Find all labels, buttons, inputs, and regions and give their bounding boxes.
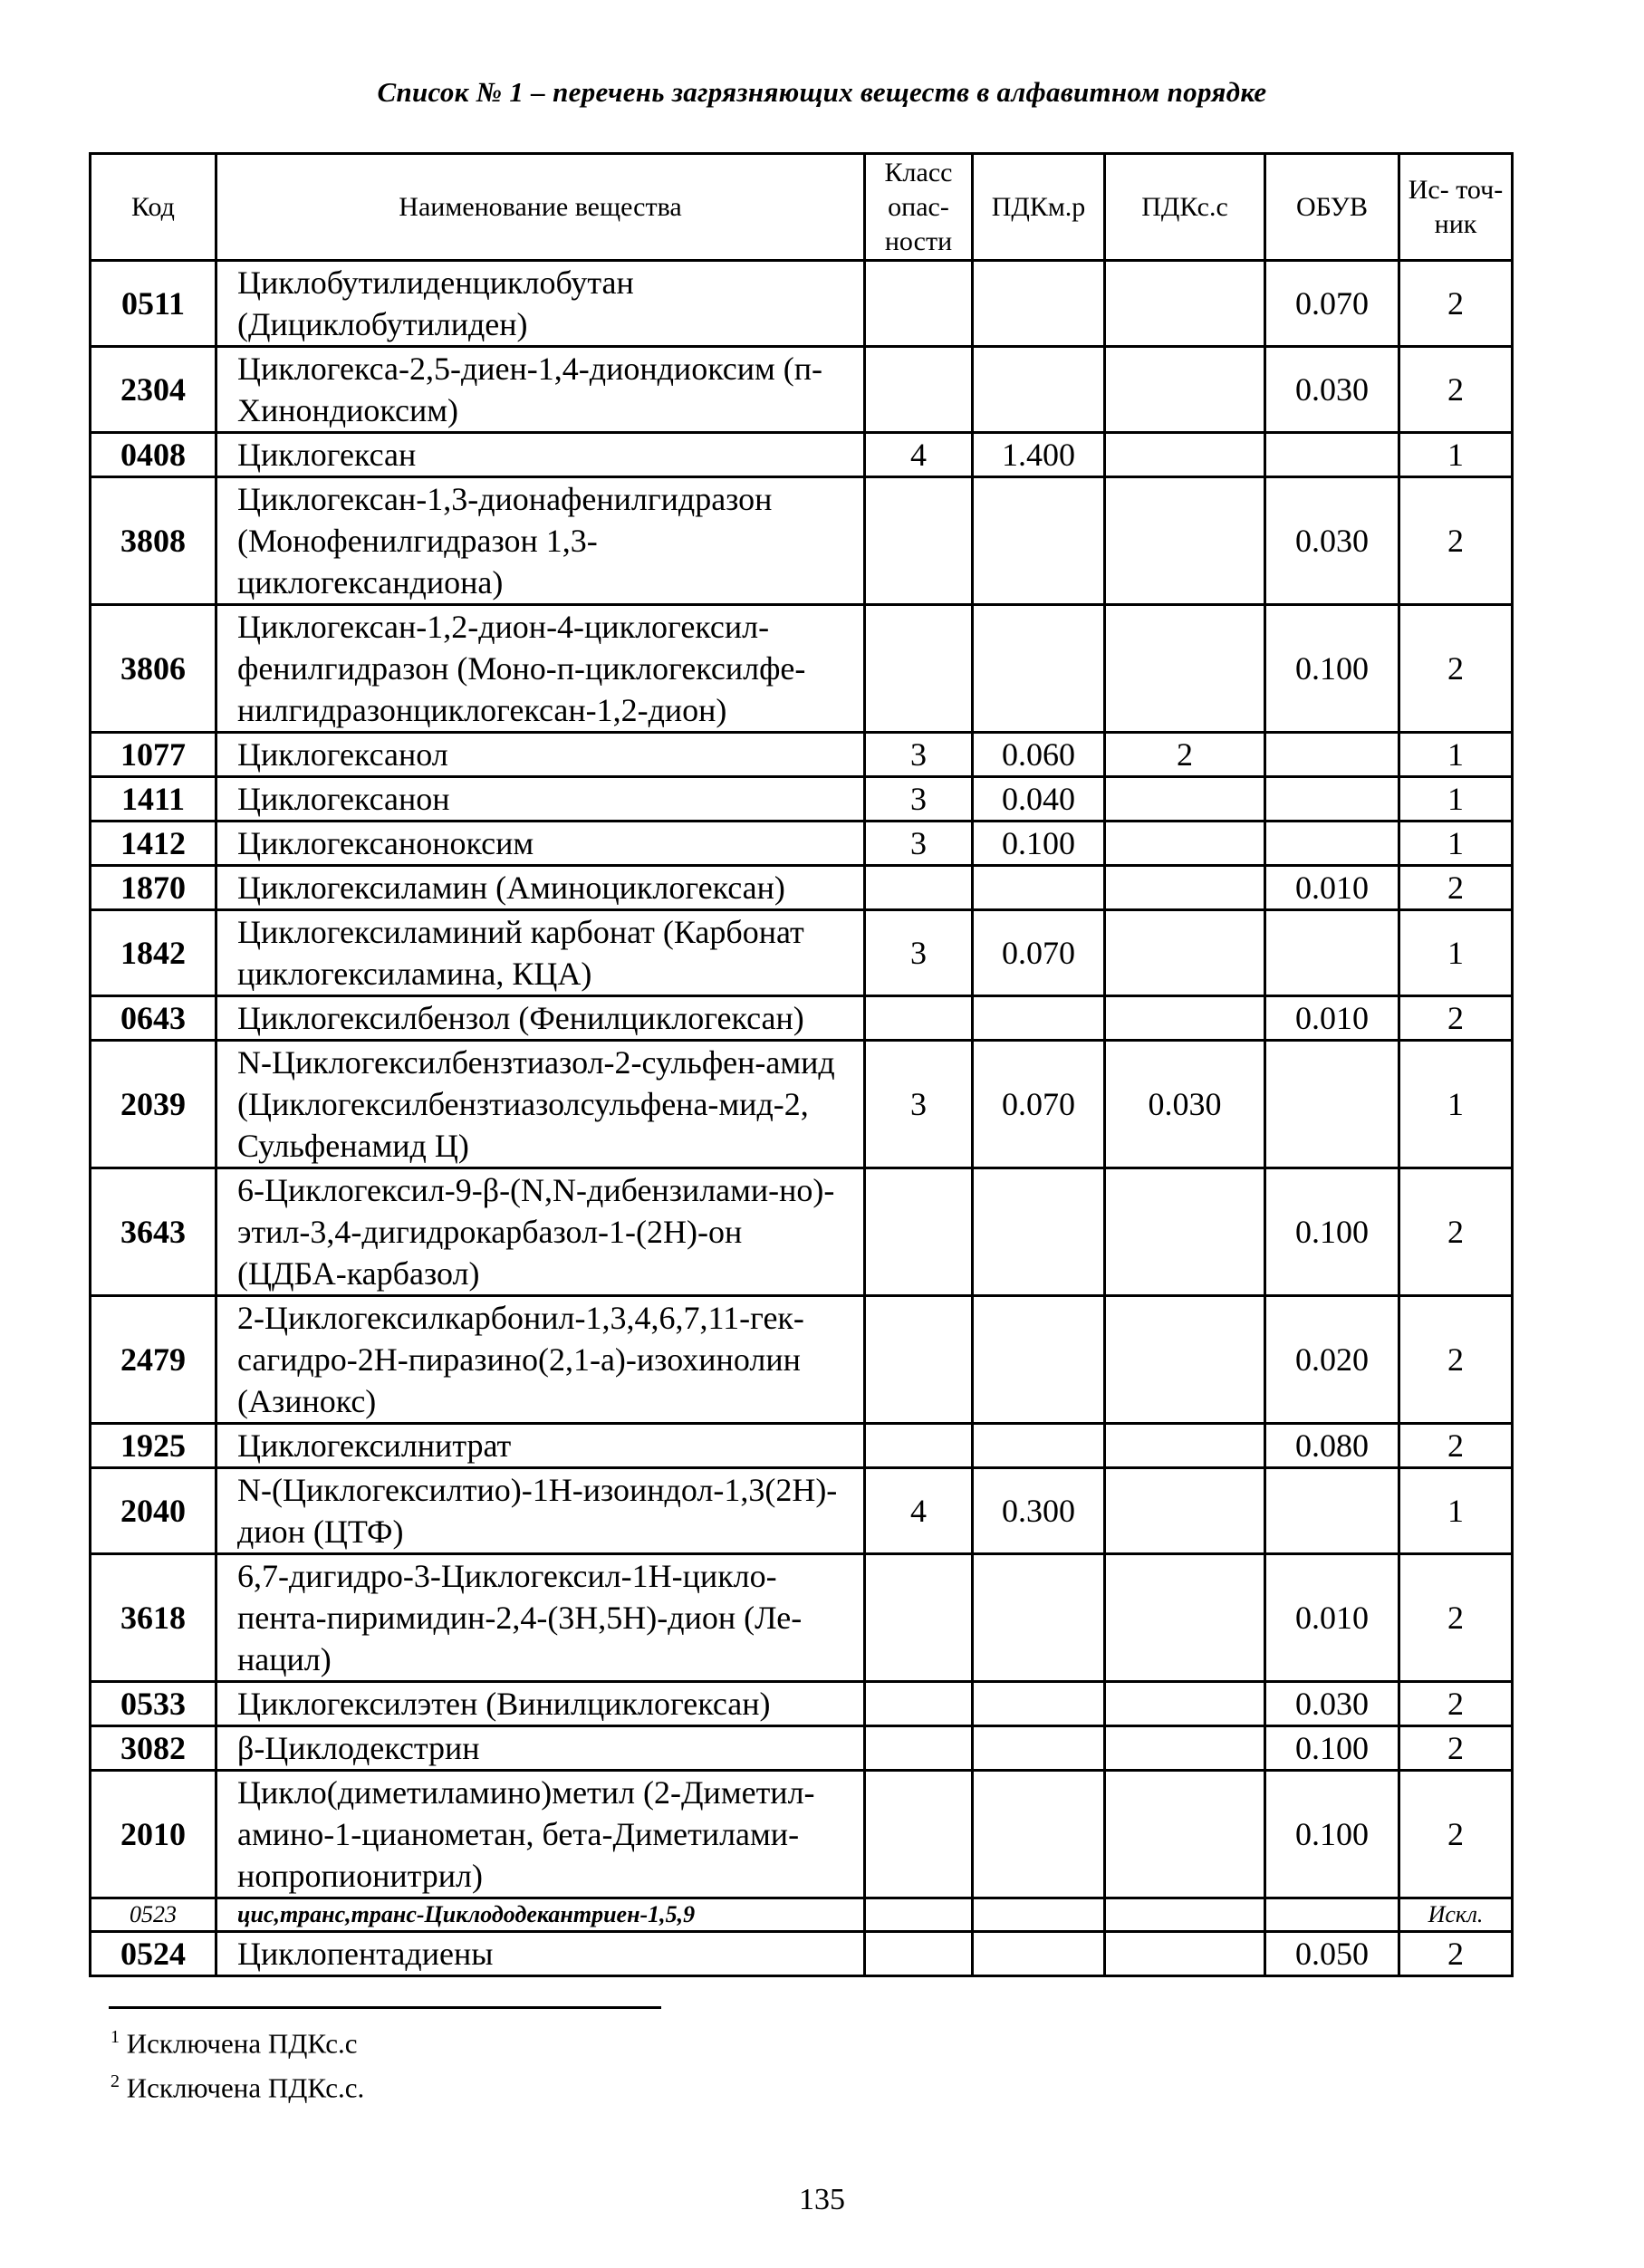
- table-row: [91, 1468, 1513, 1554]
- cell-hazard: 3: [865, 777, 973, 822]
- cell-pdk-ss: [1105, 1682, 1265, 1726]
- cell-hazard: 3: [865, 733, 973, 777]
- footnote-text: Исключена ПДКс.с: [126, 2027, 358, 2060]
- cell-source: 2: [1399, 1554, 1513, 1682]
- cell-obuv: [1265, 822, 1399, 866]
- cell-pdk-mr: [973, 1168, 1105, 1296]
- cell-hazard: [865, 996, 973, 1041]
- cell-obuv: 0.070: [1265, 261, 1399, 347]
- cell-source: 1: [1399, 910, 1513, 996]
- cell-hazard: [865, 605, 973, 733]
- cell-source: 2: [1399, 1682, 1513, 1726]
- cell-source: 2: [1399, 1771, 1513, 1898]
- cell-code: 0523: [91, 1898, 216, 1932]
- cell-pdk-ss: 2: [1105, 733, 1265, 777]
- cell-source: 2: [1399, 261, 1513, 347]
- cell-name: Циклопентадиены: [216, 1932, 865, 1976]
- cell-name: N-Циклогексилбензтиазол-2-сульфен-амид (Циклогексилбензтиазолсульфена-мид-2, Сульфенамид Ц): [216, 1041, 865, 1168]
- cell-pdk-ss: [1105, 433, 1265, 477]
- cell-name: Цикло(диметиламино)метил (2-Диметил-амино-1-цианометан, бета-Диметилами-нопропионитрил): [216, 1771, 865, 1898]
- table-row: [91, 433, 1513, 477]
- cell-source: 1: [1399, 822, 1513, 866]
- footnote-divider: [109, 2006, 661, 2009]
- cell-obuv: 0.030: [1265, 477, 1399, 605]
- cell-obuv: 0.050: [1265, 1932, 1399, 1976]
- cell-obuv: 0.080: [1265, 1424, 1399, 1468]
- cell-pdk-mr: [973, 1682, 1105, 1726]
- cell-code: 0533: [91, 1682, 216, 1726]
- cell-hazard: [865, 347, 973, 433]
- cell-pdk-ss: [1105, 1424, 1265, 1468]
- cell-source: 1: [1399, 733, 1513, 777]
- cell-source: 2: [1399, 1168, 1513, 1296]
- table-row: [91, 996, 1513, 1041]
- page-number: 135: [799, 2183, 845, 2216]
- cell-name: Циклогексаноноксим: [216, 822, 865, 866]
- cell-pdk-ss: [1105, 866, 1265, 910]
- cell-pdk-ss: [1105, 477, 1265, 605]
- cell-pdk-mr: [973, 1726, 1105, 1771]
- cell-hazard: 4: [865, 433, 973, 477]
- cell-code: 1411: [91, 777, 216, 822]
- table-row: [91, 1771, 1513, 1898]
- cell-hazard: [865, 1682, 973, 1726]
- cell-obuv: 0.100: [1265, 1168, 1399, 1296]
- list-caption: Список № 1 – перечень загрязняющих веществ в алфавитном порядке: [377, 76, 1267, 108]
- cell-pdk-mr: 0.040: [973, 777, 1105, 822]
- cell-pdk-mr: [973, 261, 1105, 347]
- cell-obuv: [1265, 733, 1399, 777]
- table-row: [91, 733, 1513, 777]
- cell-code: 3618: [91, 1554, 216, 1682]
- cell-source: 1: [1399, 777, 1513, 822]
- cell-hazard: 3: [865, 910, 973, 996]
- cell-name: 6-Циклогексил-9-β-(N,N-дибензилами-но)-этил-3,4-дигидрокарбазол-1-(2H)-он (ЦДБА-карбазол): [216, 1168, 865, 1296]
- cell-obuv: 0.010: [1265, 996, 1399, 1041]
- cell-hazard: [865, 1726, 973, 1771]
- cell-hazard: 4: [865, 1468, 973, 1554]
- table-row: [91, 1726, 1513, 1771]
- cell-name: Циклогекса-2,5-диен-1,4-диондиоксим (п-Хинондиоксим): [216, 347, 865, 433]
- footnote-mark: 1: [111, 2027, 120, 2047]
- cell-obuv: [1265, 433, 1399, 477]
- table-row: [91, 910, 1513, 996]
- cell-pdk-mr: [973, 347, 1105, 433]
- cell-source: 2: [1399, 605, 1513, 733]
- cell-obuv: 0.010: [1265, 1554, 1399, 1682]
- table-row: [91, 822, 1513, 866]
- cell-hazard: [865, 261, 973, 347]
- header-source: Ис- точ- ник: [1399, 154, 1513, 261]
- cell-code: 1842: [91, 910, 216, 996]
- cell-source: 1: [1399, 433, 1513, 477]
- cell-pdk-ss: [1105, 1898, 1265, 1932]
- cell-name: Циклогексан-1,3-дионафенилгидразон (Монофенилгидразон 1,3-циклогександиона): [216, 477, 865, 605]
- cell-code: 0524: [91, 1932, 216, 1976]
- cell-hazard: [865, 477, 973, 605]
- table-row: [91, 1168, 1513, 1296]
- cell-pdk-ss: [1105, 1726, 1265, 1771]
- cell-obuv: 0.100: [1265, 605, 1399, 733]
- cell-code: 2039: [91, 1041, 216, 1168]
- cell-pdk-mr: [973, 605, 1105, 733]
- cell-pdk-ss: [1105, 261, 1265, 347]
- cell-pdk-ss: [1105, 1168, 1265, 1296]
- cell-source: 2: [1399, 347, 1513, 433]
- cell-pdk-mr: [973, 1771, 1105, 1898]
- cell-pdk-mr: [973, 866, 1105, 910]
- cell-source: 1: [1399, 1468, 1513, 1554]
- cell-code: 1870: [91, 866, 216, 910]
- cell-code: 3806: [91, 605, 216, 733]
- cell-code: 3808: [91, 477, 216, 605]
- cell-pdk-ss: [1105, 822, 1265, 866]
- cell-name: Циклогексан: [216, 433, 865, 477]
- footnote-mark: 2: [111, 2071, 120, 2092]
- cell-source: 2: [1399, 1424, 1513, 1468]
- cell-name: 2-Циклогексилкарбонил-1,3,4,6,7,11-гек-сагидро-2H-пиразино(2,1-a)-изохинолин (Азинокс): [216, 1296, 865, 1424]
- cell-pdk-ss: [1105, 1771, 1265, 1898]
- cell-code: 3643: [91, 1168, 216, 1296]
- cell-name: Циклогексиламиний карбонат (Карбонат циклогексиламина, КЦА): [216, 910, 865, 996]
- cell-hazard: [865, 1554, 973, 1682]
- cell-hazard: [865, 1771, 973, 1898]
- cell-name: Циклогексан-1,2-дион-4-циклогексил-фенилгидразон (Моно-п-циклогексилфе-нилгидразонциклогексан-1,2-дион): [216, 605, 865, 733]
- header-pdk-mr: ПДКм.р: [973, 154, 1105, 261]
- cell-obuv: [1265, 777, 1399, 822]
- footnote-2: [111, 2062, 364, 2107]
- cell-pdk-mr: [973, 1554, 1105, 1682]
- cell-code: 1925: [91, 1424, 216, 1468]
- table-row: [91, 1424, 1513, 1468]
- cell-code: 1077: [91, 733, 216, 777]
- cell-code: 2479: [91, 1296, 216, 1424]
- cell-name: Циклогексилбензол (Фенилциклогексан): [216, 996, 865, 1041]
- footnote-1: [111, 2018, 364, 2062]
- cell-name: 6,7-дигидро-3-Циклогексил-1H-цикло-пента-пиримидин-2,4-(3H,5H)-дион (Ле-нацил): [216, 1554, 865, 1682]
- table-row: [91, 477, 1513, 605]
- cell-obuv: [1265, 910, 1399, 996]
- cell-pdk-mr: 0.100: [973, 822, 1105, 866]
- cell-pdk-mr: [973, 996, 1105, 1041]
- footnote-text: Исключена ПДКс.с.: [126, 2071, 365, 2104]
- cell-pdk-ss: [1105, 910, 1265, 996]
- cell-source: 2: [1399, 477, 1513, 605]
- cell-obuv: 0.030: [1265, 1682, 1399, 1726]
- cell-pdk-mr: 1.400: [973, 433, 1105, 477]
- cell-obuv: [1265, 1041, 1399, 1168]
- cell-hazard: 3: [865, 822, 973, 866]
- cell-code: 2010: [91, 1771, 216, 1898]
- cell-name: Циклогексилнитрат: [216, 1424, 865, 1468]
- cell-pdk-ss: [1105, 1554, 1265, 1682]
- cell-source: 1: [1399, 1041, 1513, 1168]
- cell-name: Циклобутилиденциклобутан (Дициклобутилиден): [216, 261, 865, 347]
- cell-pdk-ss: 0.030: [1105, 1041, 1265, 1168]
- cell-name: N-(Циклогексилтио)-1H-изоиндол-1,3(2H)-дион (ЦТФ): [216, 1468, 865, 1554]
- cell-pdk-ss: [1105, 777, 1265, 822]
- cell-name: Циклогексанон: [216, 777, 865, 822]
- cell-name: Циклогексанол: [216, 733, 865, 777]
- table-row: [91, 1682, 1513, 1726]
- cell-pdk-mr: 0.070: [973, 1041, 1105, 1168]
- table-row: [91, 605, 1513, 733]
- cell-pdk-mr: 0.300: [973, 1468, 1105, 1554]
- cell-obuv: 0.010: [1265, 866, 1399, 910]
- cell-code: 0511: [91, 261, 216, 347]
- cell-name: цис,транс,транс-Циклододекантриен-1,5,9: [216, 1898, 865, 1932]
- cell-obuv: 0.020: [1265, 1296, 1399, 1424]
- cell-hazard: 3: [865, 1041, 973, 1168]
- table-row: [91, 1898, 1513, 1932]
- cell-pdk-mr: [973, 477, 1105, 605]
- cell-code: 3082: [91, 1726, 216, 1771]
- cell-code: 2304: [91, 347, 216, 433]
- footnotes: [111, 2018, 364, 2108]
- substances-table: [89, 152, 1514, 1977]
- cell-code: 0408: [91, 433, 216, 477]
- table-row: [91, 1296, 1513, 1424]
- header-hazard-class: Класс опас- ности: [865, 154, 973, 261]
- cell-obuv: [1265, 1898, 1399, 1932]
- cell-source: 2: [1399, 1726, 1513, 1771]
- cell-hazard: [865, 866, 973, 910]
- cell-pdk-mr: [973, 1898, 1105, 1932]
- table-row: [91, 1932, 1513, 1976]
- cell-pdk-mr: [973, 1296, 1105, 1424]
- cell-code: 0643: [91, 996, 216, 1041]
- cell-pdk-ss: [1105, 1296, 1265, 1424]
- header-pdk-ss: ПДКс.с: [1105, 154, 1265, 261]
- header-code: Код: [91, 154, 216, 261]
- header-name: Наименование вещества: [216, 154, 865, 261]
- cell-name: Циклогексиламин (Аминоциклогексан): [216, 866, 865, 910]
- cell-source: Искл.: [1399, 1898, 1513, 1932]
- cell-pdk-mr: [973, 1424, 1105, 1468]
- cell-obuv: 0.100: [1265, 1771, 1399, 1898]
- table-row: [91, 1041, 1513, 1168]
- cell-source: 2: [1399, 866, 1513, 910]
- header-obuv: ОБУВ: [1265, 154, 1399, 261]
- table-row: [91, 261, 1513, 347]
- cell-obuv: [1265, 1468, 1399, 1554]
- cell-source: 2: [1399, 996, 1513, 1041]
- cell-pdk-ss: [1105, 1468, 1265, 1554]
- cell-hazard: [865, 1898, 973, 1932]
- table-row: [91, 777, 1513, 822]
- cell-pdk-mr: 0.070: [973, 910, 1105, 996]
- cell-name: Циклогексилэтен (Винилциклогексан): [216, 1682, 865, 1726]
- cell-code: 1412: [91, 822, 216, 866]
- cell-name: β-Циклодекстрин: [216, 1726, 865, 1771]
- cell-hazard: [865, 1168, 973, 1296]
- cell-pdk-ss: [1105, 347, 1265, 433]
- table-row: [91, 1554, 1513, 1682]
- table-row: [91, 866, 1513, 910]
- cell-hazard: [865, 1424, 973, 1468]
- cell-source: 2: [1399, 1296, 1513, 1424]
- cell-hazard: [865, 1932, 973, 1976]
- cell-obuv: 0.030: [1265, 347, 1399, 433]
- cell-pdk-mr: 0.060: [973, 733, 1105, 777]
- cell-source: 2: [1399, 1932, 1513, 1976]
- table-body: [91, 261, 1513, 1976]
- cell-pdk-ss: [1105, 996, 1265, 1041]
- cell-pdk-mr: [973, 1932, 1105, 1976]
- cell-hazard: [865, 1296, 973, 1424]
- cell-pdk-ss: [1105, 605, 1265, 733]
- table-header-row: [91, 154, 1513, 261]
- cell-pdk-ss: [1105, 1932, 1265, 1976]
- cell-obuv: 0.100: [1265, 1726, 1399, 1771]
- table-row: [91, 347, 1513, 433]
- cell-code: 2040: [91, 1468, 216, 1554]
